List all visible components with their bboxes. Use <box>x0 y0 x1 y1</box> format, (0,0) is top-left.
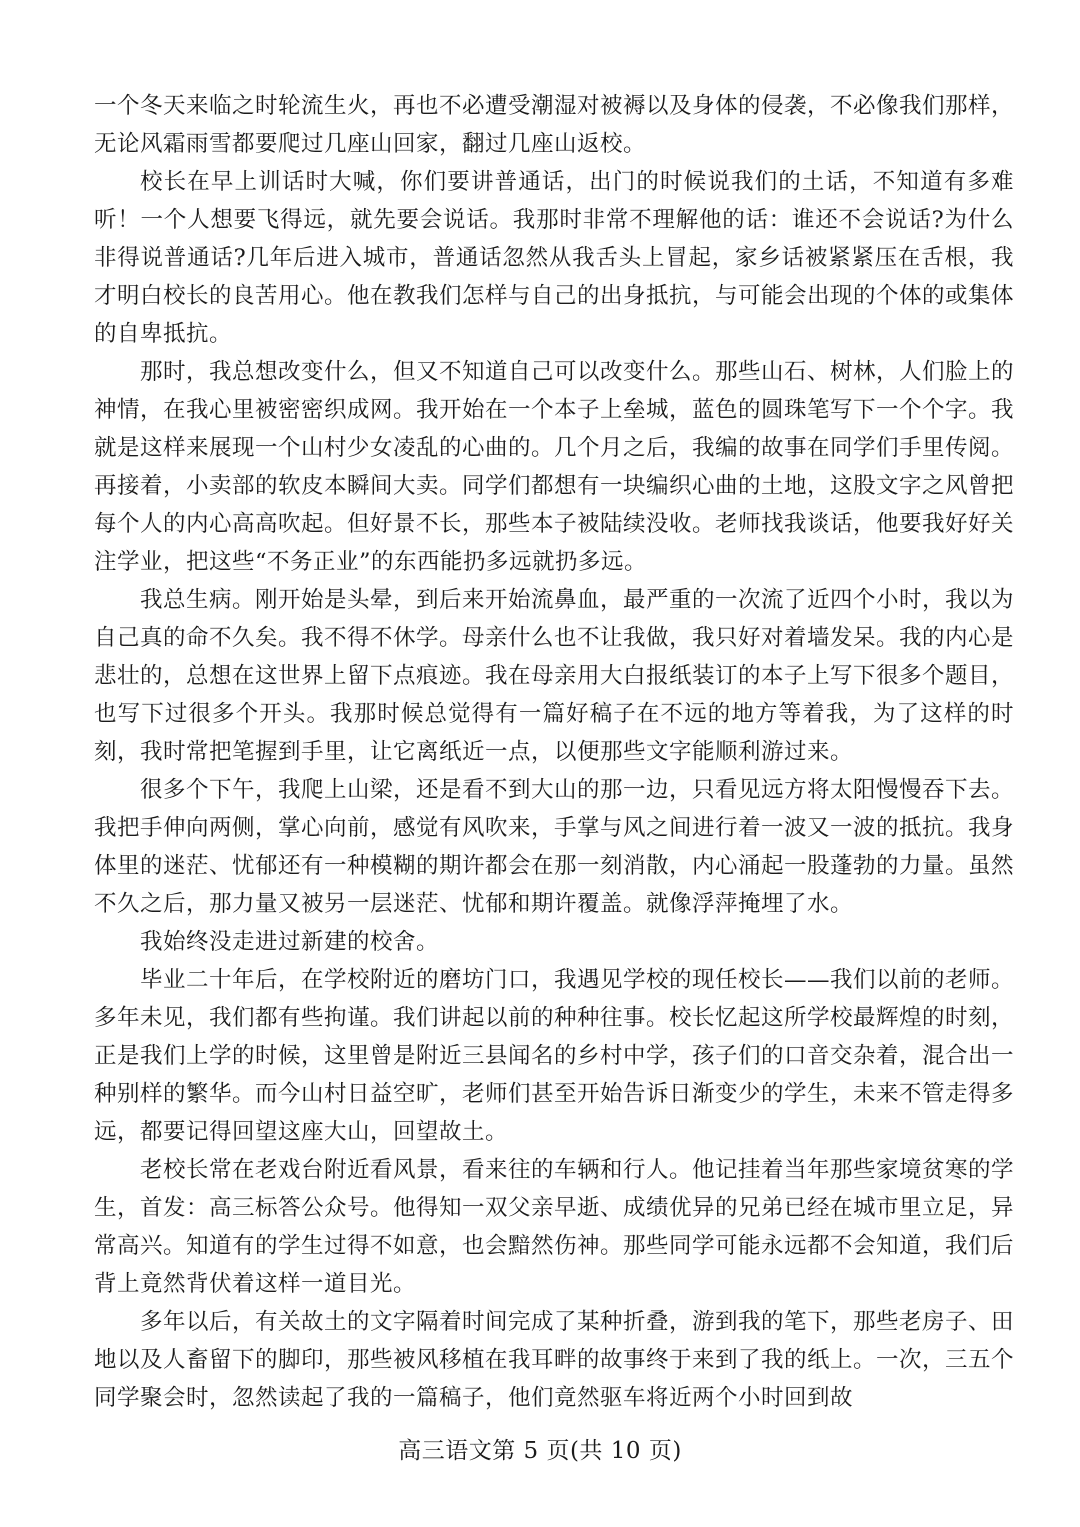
paragraph-7: 毕业二十年后，在学校附近的磨坊门口，我遇见学校的现任校长——我们以前的老师。多年未见，我们都有些拘谨。我们讲起以前的种种往事。校长忆起这所学校最辉煌的时刻，正是我们上学的时候，这里曾是附近三县闻名的乡村中学，孩子们的口音交杂着，混合出一种别样的繁华。而今山村日益空旷，老师们甚至开始告诉日渐变少的学生，未来不管走得多远，都要记得回望这座大山，回望故土。 <box>94 967 1015 1145</box>
page-footer: 高三语文第 5 页(共 10 页) <box>398 1438 682 1464</box>
paragraph-5: 很多个下午，我爬上山梁，还是看不到大山的那一边，只看见远方将太阳慢慢吞下去。我把手伸向两侧，掌心向前，感觉有风吹来，手掌与风之间进行着一波又一波的抵抗。我身体里的迷茫、忧郁还有一种模糊的期许都会在那一刻消散，内心涌起一股蓬勃的力量。虽然不久之后，那力量又被另一层迷茫、忧郁和期许覆盖。就像浮萍掩埋了水。 <box>94 777 1015 917</box>
document-body <box>94 87 1014 1417</box>
paragraph-4: 我总生病。刚开始是头晕，到后来开始流鼻血，最严重的一次流了近四个小时，我以为自己真的命不久矣。我不得不休学。母亲什么也不让我做，我只好对着墙发呆。我的内心是悲壮的，总想在这世界上留下点痕迹。我在母亲用大白报纸装订的本子上写下很多个题目，也写下过很多个开头。我那时候总觉得有一篇好稿子在不远的地方等着我，为了这样的时刻，我时常把笔握到手里，让它离纸近一点，以便那些文字能顺利游过来。 <box>94 587 1015 765</box>
paragraph-2: 校长在早上训话时大喊，你们要讲普通话，出门的时候说我们的土话，不知道有多难听！一个人想要飞得远，就先要会说话。我那时非常不理解他的话：谁还不会说话?为什么非得说普通话?几年后进入城市，普通话忽然从我舌头上冒起，家乡话被紧紧压在舌根，我才明白校长的良苦用心。他在教我们怎样与自己的出身抵抗，与可能会出现的个体的或集体的自卑抵抗。 <box>94 169 1015 347</box>
paragraph-3: 那时，我总想改变什么，但又不知道自己可以改变什么。那些山石、树林，人们脸上的神情，在我心里被密密织成网。我开始在一个本子上垒城，蓝色的圆珠笔写下一个个字。我就是这样来展现一个山村少女凌乱的心曲的。几个月之后，我编的故事在同学们手里传阅。再接着，小卖部的软皮本瞬间大卖。同学们都想有一块编织心曲的土地，这股文字之风曾把每个人的内心高高吹起。但好景不长，那些本子被陆续没收。老师找我谈话，他要我好好关注学业，把这些“不务正业”的东西能扔多远就扔多远。 <box>94 359 1015 575</box>
paragraph-1: 一个冬天来临之时轮流生火，再也不必遭受潮湿对被褥以及身体的侵袭，不必像我们那样，无论风霜雨雪都要爬过几座山回家，翻过几座山返校。 <box>94 93 1015 157</box>
paragraph-8: 老校长常在老戏台附近看风景，看来往的车辆和行人。他记挂着当年那些家境贫寒的学生，首发：高三标答公众号。他得知一双父亲早逝、成绩优异的兄弟已经在城市里立足，异常高兴。知道有的学生过得不如意，也会黯然伤神。那些同学可能永远都不会知道，我们后背上竟然背伏着这样一道目光。 <box>94 1157 1015 1297</box>
paragraph-9: 多年以后，有关故土的文字隔着时间完成了某种折叠，游到我的笔下，那些老房子、田地以及人畜留下的脚印，那些被风移植在我耳畔的故事终于来到了我的纸上。一次，三五个同学聚会时，忽然读起了我的一篇稿子，他们竟然驱车将近两个小时回到故 <box>94 1309 1015 1411</box>
paragraph-6: 我始终没走进过新建的校舍。 <box>140 929 440 955</box>
